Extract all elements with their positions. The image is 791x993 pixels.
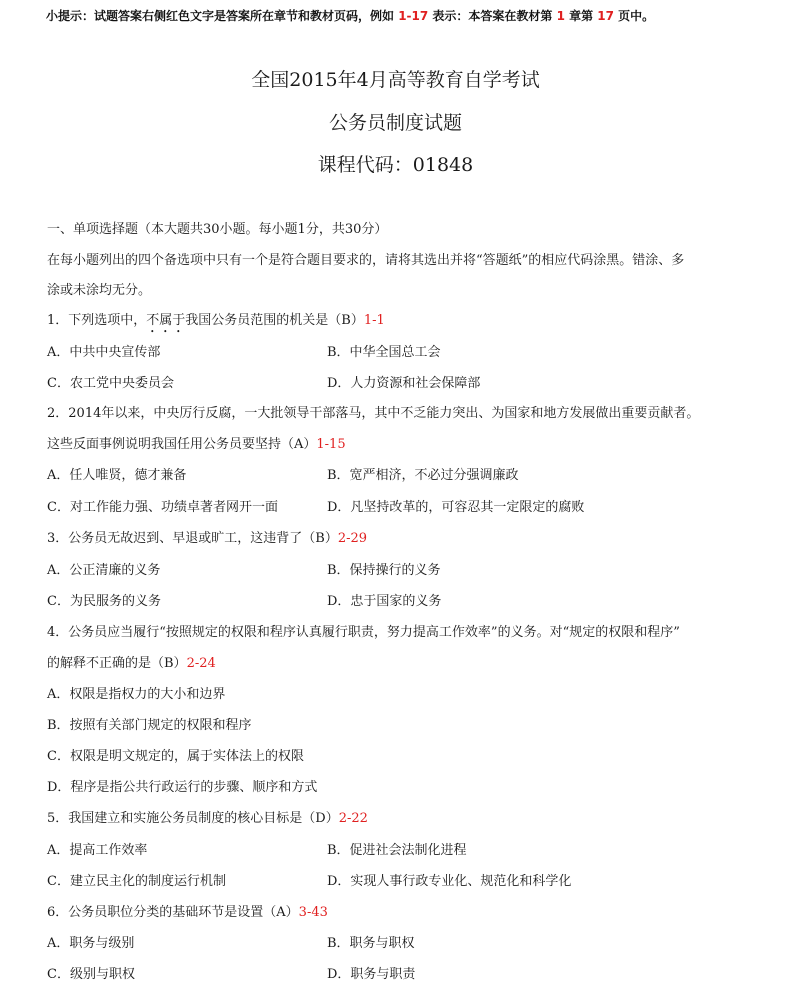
exam-title: 全国2015年4月高等教育自学考试 — [251, 69, 540, 91]
question-4-option-c: C．权限是明文规定的，属于实体法上的权限 — [47, 749, 304, 764]
question-2-option-c: C．对工作能力强、功绩卓著者网开一面 — [47, 500, 278, 515]
question-3-option-d: D．忠于国家的义务 — [327, 594, 442, 609]
question-1-stem: 1．下列选项中，不属于我国公务员范围的机关是（B）1-1 — [47, 313, 385, 328]
question-4-option-b: B．按照有关部门规定的权限和程序 — [47, 718, 252, 733]
question-4-option-d: D．程序是指公共行政运行的步骤、顺序和方式 — [47, 780, 318, 795]
question-1-option-d: D．人力资源和社会保障部 — [327, 376, 481, 391]
answer-ref: 2-22 — [338, 811, 368, 826]
tip-chapter: 1 — [556, 9, 565, 23]
question-5-option-d: D．实现人事行政专业化、规范化和科学化 — [327, 874, 572, 889]
answer-ref: 1-1 — [363, 313, 385, 328]
section-heading: 一、单项选择题（本大题共30小题。每小题1分，共30分） — [47, 222, 388, 237]
question-6-option-a: A．职务与级别 — [47, 936, 135, 951]
question-6-option-d: D．职务与职责 — [327, 967, 416, 982]
question-1-option-b: B．中华全国总工会 — [327, 345, 441, 360]
question-4-stem-line2: 的解释不正确的是（B）2-24 — [47, 656, 216, 671]
question-3-stem: 3．公务员无故迟到、早退或旷工，这违背了（B）2-29 — [47, 531, 368, 546]
answer-ref: 3-43 — [298, 905, 328, 920]
question-4-option-a: A．权限是指权力的大小和边界 — [47, 687, 226, 702]
question-1-option-c: C．农工党中央委员会 — [47, 376, 174, 391]
question-6-stem: 6．公务员职位分类的基础环节是设置（A）3-43 — [47, 905, 328, 920]
question-2-stem-line2: 这些反面事例说明我国任用公务员要坚持（A）1-15 — [47, 437, 346, 452]
question-5-option-b: B．促进社会法制化进程 — [327, 843, 467, 858]
answer-ref: 2-29 — [337, 531, 368, 546]
question-6-option-c: C．级别与职权 — [47, 967, 135, 982]
course-code: 课程代码：01848 — [317, 154, 474, 176]
section-instruction-line2: 涂或未涂均无分。 — [47, 283, 152, 298]
question-3-option-c: C．为民服务的义务 — [47, 594, 161, 609]
question-5-stem: 5．我国建立和实施公务员制度的核心目标是（D）2-22 — [47, 811, 368, 826]
answer-ref: 1-15 — [316, 437, 346, 452]
question-1-option-a: A．中共中央宣传部 — [47, 345, 161, 360]
question-3-option-b: B．保持操行的义务 — [327, 563, 441, 578]
tip-example: 1-17 — [398, 9, 429, 23]
question-4-stem-line1: 4．公务员应当履行“按照规定的权限和程序认真履行职责，努力提高工作效率”的义务。对“规定的权限和程序” — [47, 625, 680, 640]
emphasis-text: 不属于 — [146, 313, 186, 328]
section-instruction-line1: 在每小题列出的四个备选项中只有一个是符合题目要求的，请将其选出并将“答题纸”的相应代码涂黑。错涂、多 — [47, 253, 685, 268]
question-5-option-c: C．建立民主化的制度运行机制 — [47, 874, 226, 889]
answer-ref: 2-24 — [186, 656, 216, 671]
question-6-option-b: B．职务与职权 — [327, 936, 415, 951]
question-2-option-a: A．任人唯贤，德才兼备 — [47, 468, 187, 483]
question-3-option-a: A．公正清廉的义务 — [47, 563, 161, 578]
question-5-option-a: A．提高工作效率 — [47, 843, 148, 858]
question-2-option-b: B．宽严相济，不必过分强调廉政 — [327, 468, 519, 483]
question-2-stem-line1: 2．2014年以来，中央厉行反腐，一大批领导干部落马，其中不乏能力突出、为国家和地方发展做出重要贡献者。 — [47, 406, 700, 421]
tip-banner: 小提示：试题答案右侧红色文字是答案所在章节和教材页码，例如 1-17 表示：本答案在教材第 1 章第 17 页中。 — [46, 9, 655, 23]
exam-subject: 公务员制度试题 — [328, 112, 462, 134]
question-2-option-d: D．凡坚持改革的，可容忍其一定限定的腐败 — [327, 500, 585, 515]
tip-page: 17 — [597, 9, 614, 23]
